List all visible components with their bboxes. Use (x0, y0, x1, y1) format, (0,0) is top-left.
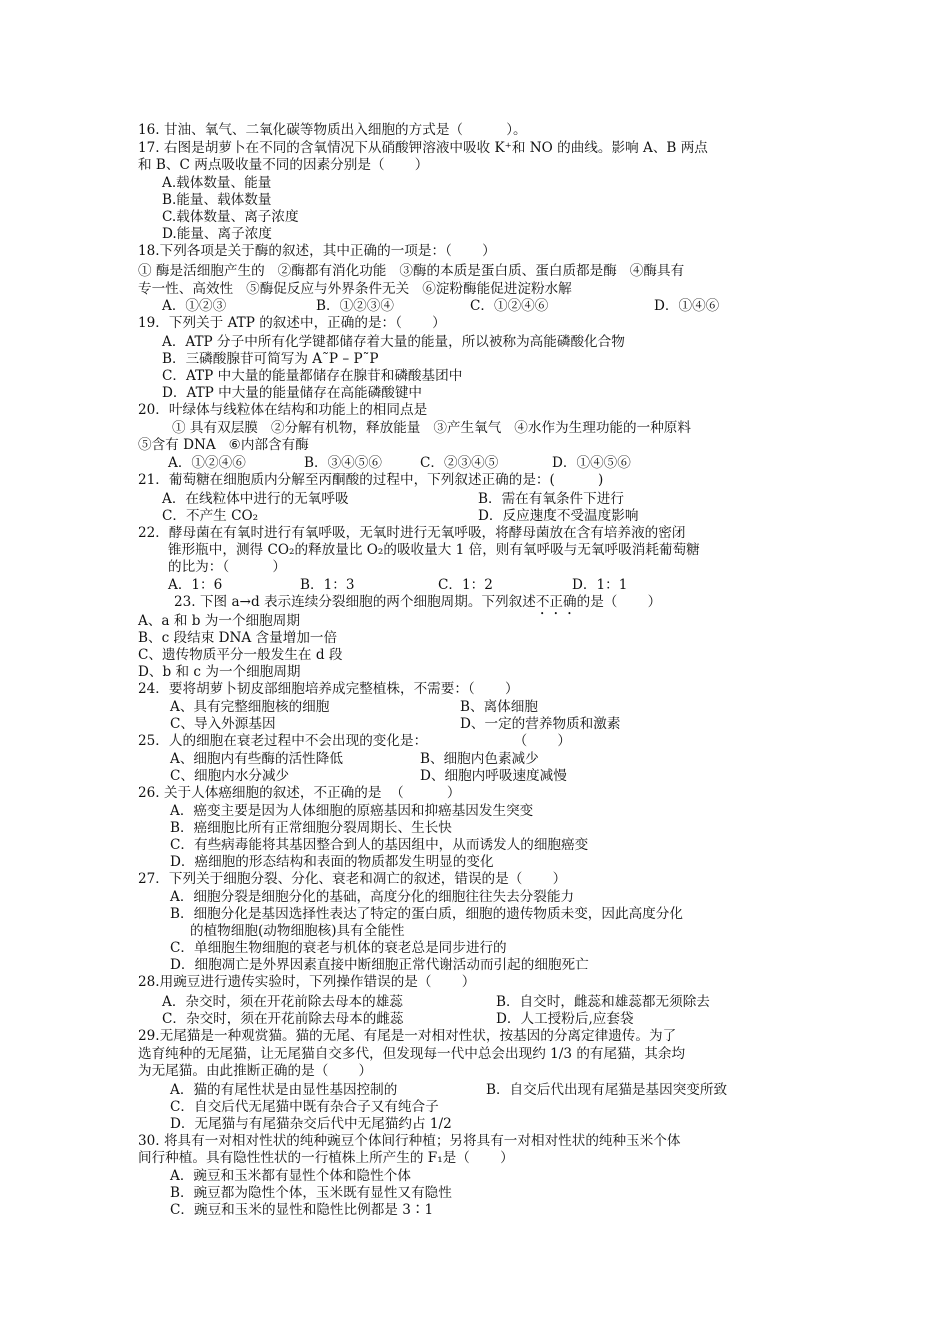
question-30-option-c: C．豌豆和玉米的显性和隐性比例都是 3∶1 (170, 1202, 434, 1218)
question-18-option-d: D．①④⑥ (654, 298, 720, 314)
question-17-option-a: A.载体数量、能量 (162, 175, 272, 191)
question-26-option-a: A．癌变主要是因为人体细胞的原癌基因和抑癌基因发生突变 (170, 803, 534, 819)
question-18-option-c: C．①②④⑥ (470, 298, 549, 314)
question-23-option-a: A、a 和 b 为一个细胞周期 (138, 613, 300, 629)
question-27-stem: 27．下列关于细胞分裂、分化、衰老和凋亡的叙述，错误的是（ ） (138, 871, 567, 887)
question-29-line-2: 选育纯种的无尾猫，让无尾猫自交多代，但发现每一代中总会出现约 1/3 的有尾猫，其余均 (138, 1046, 686, 1062)
question-30-option-a: A．豌豆和玉米都有显性个体和隐性个体 (170, 1168, 411, 1184)
question-30-line-2: 间行种植。具有隐性性状的一行植株上所产生的 F₁是（ ） (138, 1150, 514, 1166)
question-27-option-c: C．单细胞生物细胞的衰老与机体的衰老总是同步进行的 (170, 940, 507, 956)
question-29-line-1: 29.无尾猫是一种观赏猫。猫的无尾、有尾是一对相对性状，按基因的分离定律遗传。为了 (138, 1028, 677, 1044)
question-27-option-b-line-1: B．细胞分化是基因选择性表达了特定的蛋白质，细胞的遗传物质未变，因此高度分化 (170, 906, 683, 922)
question-22-option-c: C．1：2 (438, 577, 493, 593)
question-21-option-d: D．反应速度不受温度影响 (478, 508, 639, 524)
question-28-option-c: C．杂交时，须在开花前除去母本的雌蕊 (162, 1011, 404, 1027)
question-18-stem: 18.下列各项是关于酶的叙述，其中正确的一项是：（ ） (138, 243, 496, 259)
question-17-option-d: D.能量、离子浓度 (162, 226, 272, 242)
question-21-stem: 21．葡萄糖在细胞质内分解至丙酮酸的过程中，下列叙述正确的是：( ) (138, 472, 604, 488)
question-28-option-a: A．杂交时，须在开花前除去母本的雄蕊 (162, 994, 403, 1010)
question-27-option-d: D．细胞凋亡是外界因素直接中断细胞正常代谢活动而引起的细胞死亡 (170, 957, 589, 973)
question-19-stem: 19．下列关于 ATP 的叙述中，正确的是：（ ） (138, 315, 446, 331)
question-23-option-b: B、c 段结束 DNA 含量增加一倍 (138, 630, 338, 646)
question-17-line-1: 17. 右图是胡萝卜在不同的含氧情况下从硝酸钾溶液中吸收 K⁺和 NO 的曲线。影响 A、B 两点 (138, 140, 708, 156)
question-18-line-1: ① 酶是活细胞产生的 ②酶都有消化功能 ③酶的本质是蛋白质、蛋白质都是酶 ④酶具有 (138, 263, 685, 279)
question-28-option-d: D．人工授粉后,应套袋 (496, 1011, 634, 1027)
question-25-option-c: C、细胞内水分减少 (170, 768, 290, 784)
question-22-option-a: A．1：6 (168, 577, 223, 593)
question-30-line-1: 30. 将具有一对相对性状的纯种豌豆个体间行种植；另将具有一对相对性状的纯种玉米个体 (138, 1133, 681, 1149)
question-29-option-c: C．自交后代无尾猫中既有杂合子又有纯合子 (170, 1099, 439, 1115)
question-26-option-d: D．癌细胞的形态结构和表面的物质都发生明显的变化 (170, 854, 494, 870)
question-20-option-a: A．①②④⑥ (168, 455, 246, 471)
question-24-option-d: D、一定的营养物质和激素 (460, 716, 621, 732)
question-26-option-c: C．有些病毒能将其基因整合到人的基因组中，从而诱发人的细胞癌变 (170, 837, 589, 853)
question-26-stem: 26. 关于人体癌细胞的叙述，不正确的是 （ ） (138, 785, 461, 801)
question-17-option-c: C.载体数量、离子浓度 (162, 209, 299, 225)
question-20-option-c: C．②③④⑤ (420, 455, 499, 471)
question-29-option-d: D．无尾猫与有尾猫杂交后代中无尾猫约占 1/2 (170, 1116, 452, 1132)
question-21-option-a: A．在线粒体中进行的无氧呼吸 (162, 491, 349, 507)
question-20-line-1: ① 具有双层膜 ②分解有机物，释放能量 ③产生氧气 ④水作为生理功能的一种原料 (172, 420, 691, 436)
question-18-option-b: B．①②③④ (316, 298, 394, 314)
question-26-option-b: B．癌细胞比所有正常细胞分裂周期长、生长快 (170, 820, 452, 836)
question-22-option-b: B．1：3 (300, 577, 355, 593)
question-17-option-b: B.能量、载体数量 (162, 192, 272, 208)
question-25-option-d: D、细胞内呼吸速度减慢 (420, 768, 567, 784)
question-28-stem: 28.用豌豆进行遗传实验时，下列操作错误的是（ ） (138, 974, 476, 990)
question-18-option-a: A．①②③ (162, 298, 227, 314)
question-23-stem-emphasis: 不正确 (535, 594, 577, 610)
question-29-option-a: A．猫的有尾性状是由显性基因控制的 (170, 1082, 398, 1098)
question-22-line-1: 22．酵母菌在有氧时进行有氧呼吸，无氧时进行无氧呼吸，将酵母菌放在含有培养液的密闭 (138, 525, 686, 541)
question-20-line-2: ⑤含有 DNA ⑥内部含有酶 (138, 437, 309, 453)
question-24-stem: 24．要将胡萝卜韧皮部细胞培养成完整植株，不需要：（ ） (138, 681, 519, 697)
question-22-line-3: 的比为：（ ） (168, 559, 286, 575)
question-19-option-c: C．ATP 中大量的能量都储存在腺苷和磷酸基团中 (162, 368, 463, 384)
question-25-option-a: A、细胞内有些酶的活性降低 (170, 751, 343, 767)
question-29-option-b: B．自交后代出现有尾猫是基因突变所致 (486, 1082, 728, 1098)
question-27-option-b-line-2: 的植物细胞(动物细胞核)具有全能性 (190, 923, 405, 939)
question-19-option-b: B．三磷酸腺苷可简写为 A˜P – P˜P (162, 351, 379, 367)
question-29-line-3: 为无尾猫。由此推断正确的是（ ） (138, 1063, 373, 1079)
question-27-option-a: A．细胞分裂是细胞分化的基础，高度分化的细胞往往失去分裂能力 (170, 889, 575, 905)
question-30-option-b: B．豌豆都为隐性个体，玉米既有显性又有隐性 (170, 1185, 452, 1201)
question-16: 16. 甘油、氧气、二氧化碳等物质出入细胞的方式是（ ）。 (138, 122, 527, 138)
question-21-option-b-emphasis: 有氧 (528, 491, 556, 507)
question-21-option-b-suffix: 条件下进行 (555, 491, 624, 507)
question-20-stem: 20．叶绿体与线粒体在结构和功能上的相同点是 (138, 402, 428, 418)
question-20-option-b: B．③④⑤⑥ (304, 455, 382, 471)
question-20-option-d: D．①④⑤⑥ (552, 455, 631, 471)
question-23-stem-prefix: 23. 下图 a→d 表示连续分裂细胞的两个细胞周期。下列叙述 (174, 594, 536, 610)
question-17-line-2: 和 B、C 两点吸收量不同的因素分别是（ ） (138, 157, 429, 173)
question-19-option-a: A．ATP 分子中所有化学键都储存着大量的能量，所以被称为高能磷酸化合物 (162, 334, 625, 350)
question-25-stem: 25．人的细胞在衰老过程中不会出现的变化是： （ ） (138, 733, 572, 749)
question-21-option-b-prefix: B．需在 (478, 491, 529, 507)
question-23-option-c: C、遗传物质平分一般发生在 d 段 (138, 647, 343, 663)
question-28-option-b: B．自交时，雌蕊和雄蕊都无须除去 (496, 994, 710, 1010)
question-22-line-2: 锥形瓶中，测得 CO₂的释放量比 O₂的吸收量大 1 倍，则有氧呼吸与无氧呼吸消耗葡萄糖 (168, 542, 700, 558)
question-18-line-2: 专一性、高效性 ⑤酶促反应与外界条件无关 ⑥淀粉酶能促进淀粉水解 (138, 281, 572, 297)
question-24-option-c: C、导入外源基因 (170, 716, 276, 732)
question-23-option-d: D、b 和 c 为一个细胞周期 (138, 664, 301, 680)
question-22-option-d: D．1：1 (572, 577, 628, 593)
question-25-option-b: B、细胞内色素减少 (420, 751, 539, 767)
question-23-stem-suffix: 的是（ ） (576, 594, 662, 610)
question-24-option-b: B、离体细胞 (460, 699, 538, 715)
question-19-option-d: D．ATP 中大量的能量储存在高能磷酸键中 (162, 385, 423, 401)
question-21-option-c: C．不产生 CO₂ (162, 508, 259, 524)
question-24-option-a: A、具有完整细胞核的细胞 (170, 699, 330, 715)
